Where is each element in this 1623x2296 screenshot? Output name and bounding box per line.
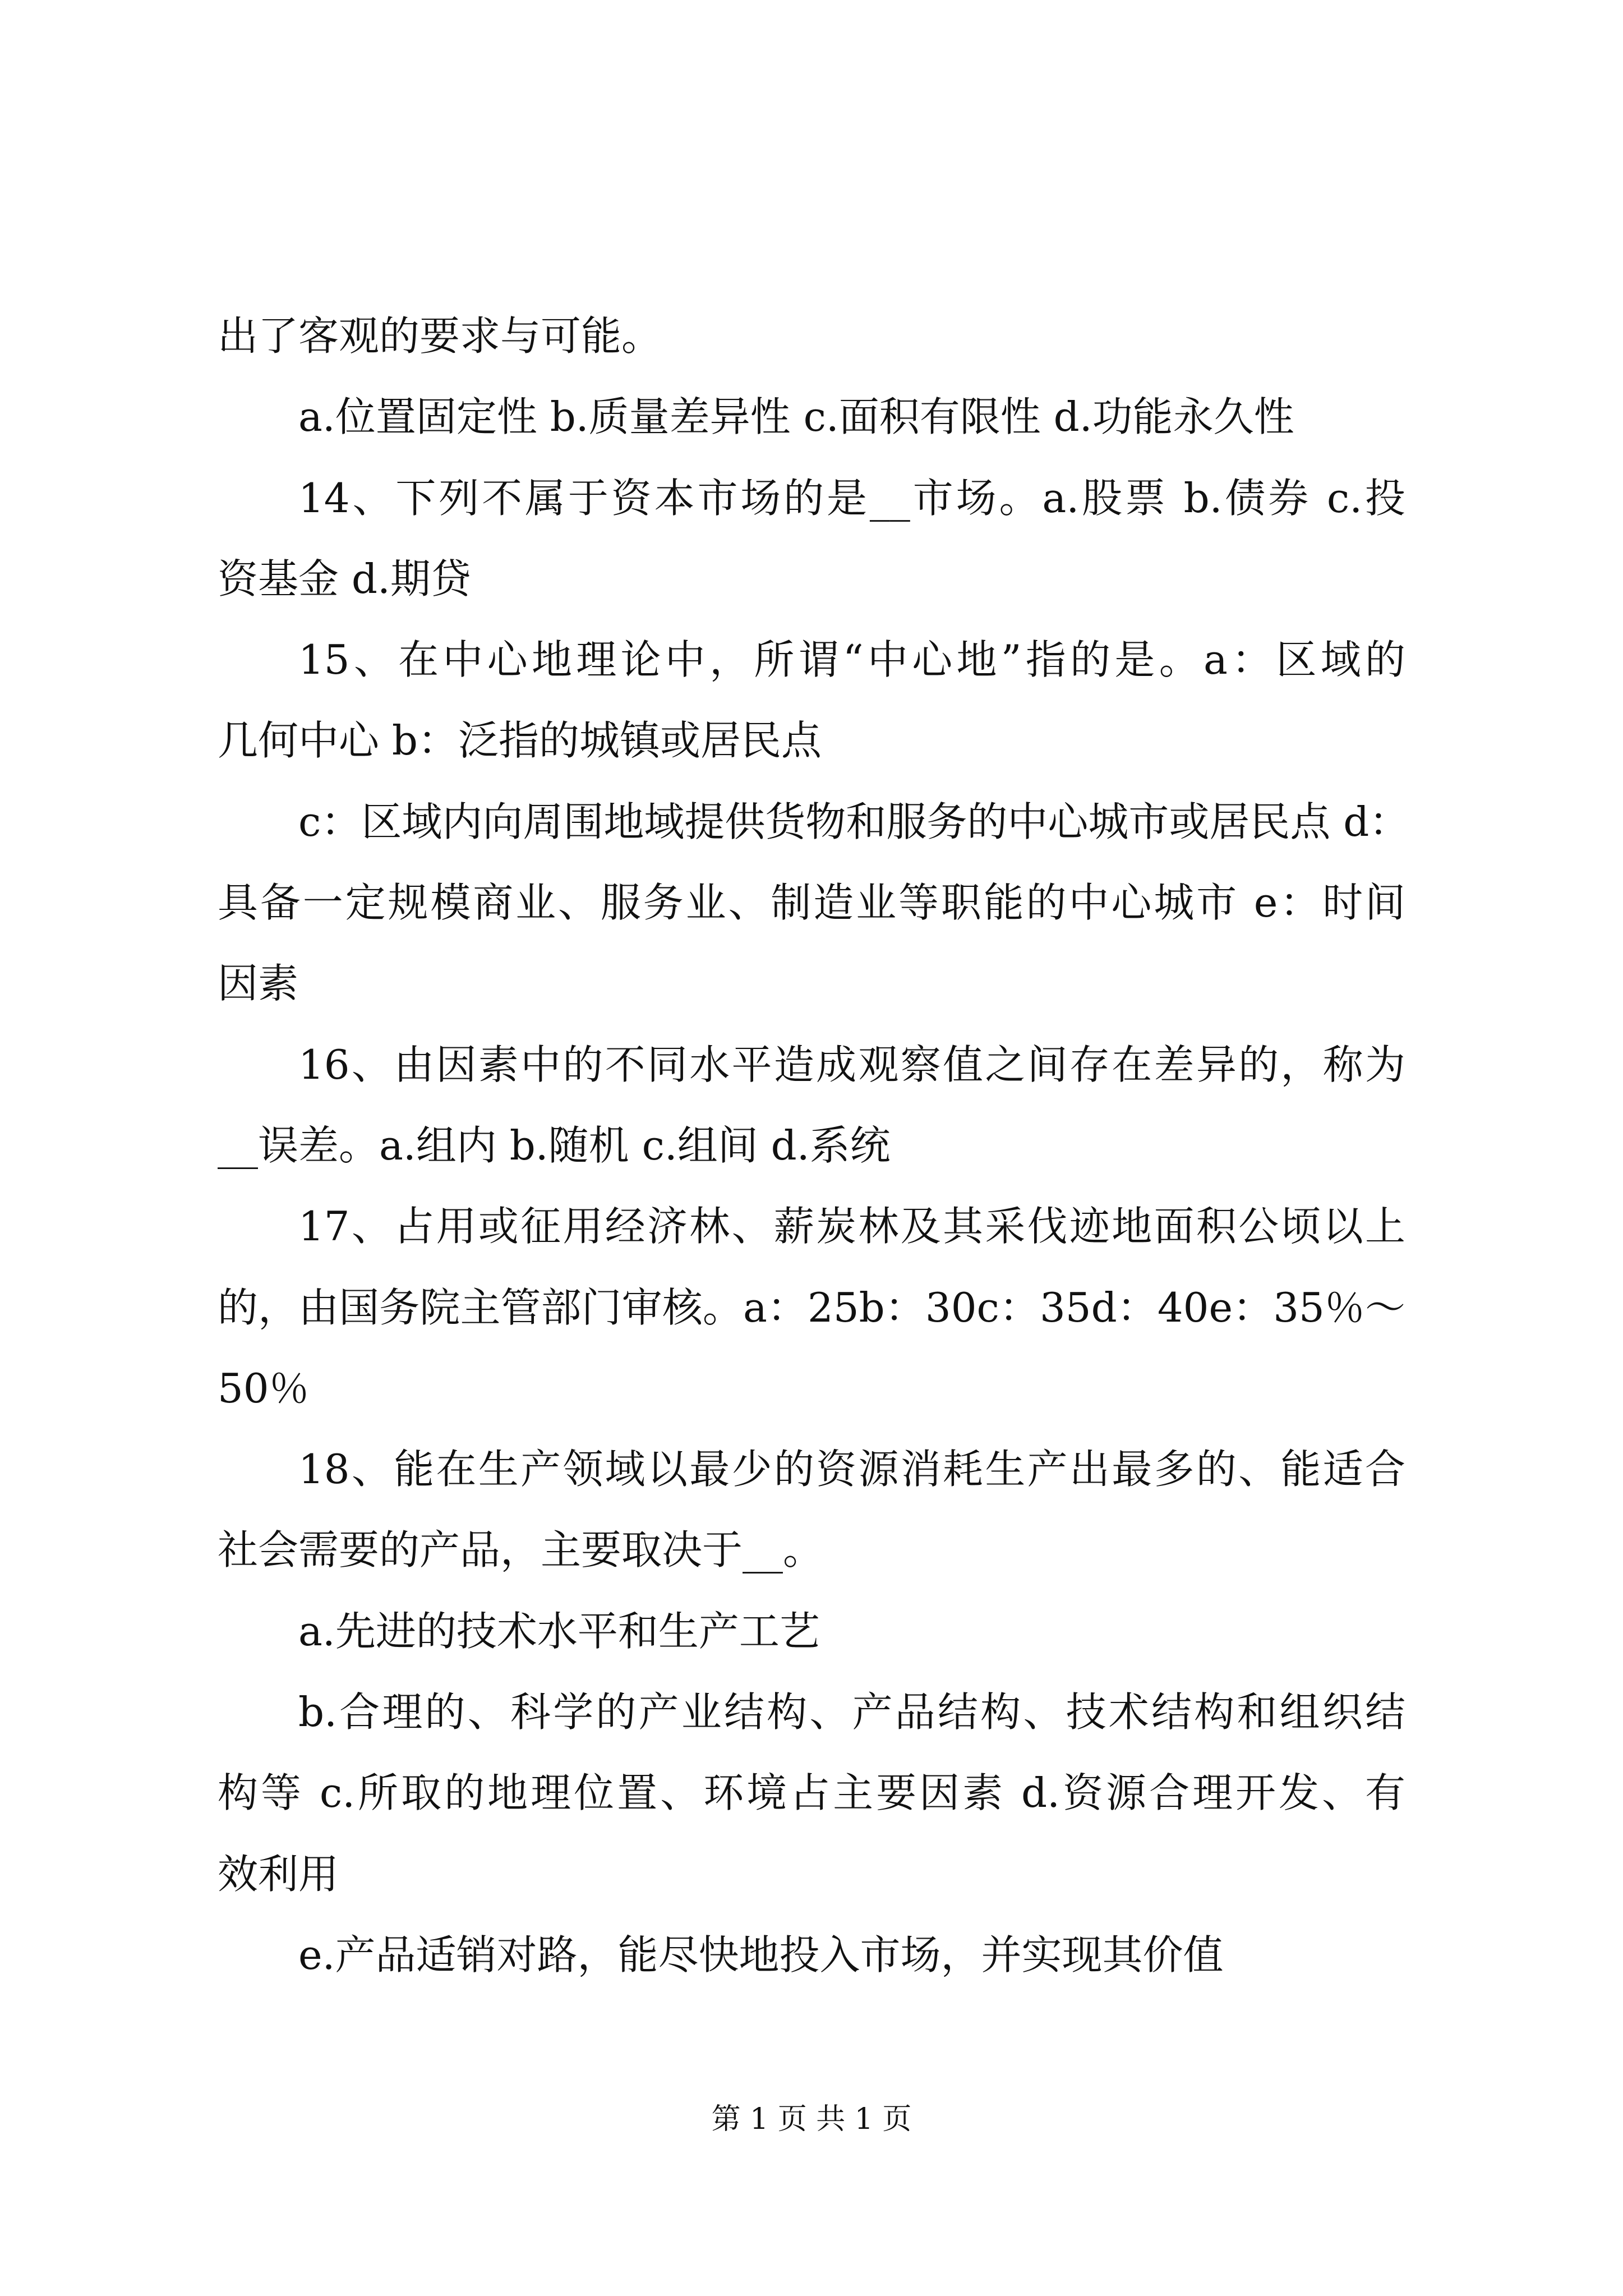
paragraph-options-b-d — [218, 1672, 1405, 1915]
text-line: 效利用 — [218, 1850, 339, 1898]
paragraph-options-q15 — [218, 781, 1410, 1024]
text-line: a.先进的技术水平和生产工艺 — [298, 1607, 820, 1655]
text-line: __误差。a.组内 b.随机 c.组间 d.系统 — [218, 1121, 891, 1169]
paragraph-option-a — [218, 1591, 1405, 1672]
text-line: 14、下列不属于资本市场的是__市场。a.股票 b.债券 c.投 — [298, 474, 1405, 522]
text-line: 50％ — [218, 1364, 310, 1412]
text-line: 社会需要的产品，主要取决于__。 — [218, 1526, 824, 1574]
paragraph-question-14 — [218, 458, 1405, 620]
page-footer: 第 1 页 共 1 页 — [711, 2102, 912, 2136]
text-line: 18、能在生产领域以最少的资源消耗生产出最多的、能适合 — [298, 1446, 1405, 1493]
text-line: 出了客观的要求与可能。 — [218, 312, 662, 360]
text-line: 几何中心 b：泛指的城镇或居民点 — [218, 717, 822, 765]
paragraph-options-q13 — [218, 376, 1405, 457]
paragraph-question-15 — [218, 619, 1405, 781]
text-line: 16、由因素中的不同水平造成观察值之间存在差异的，称为 — [298, 1041, 1405, 1088]
text-line: 的，由国务院主管部门审核。a：25b：30c：35d：40e：35％～ — [218, 1283, 1405, 1331]
text-line: 具备一定规模商业、服务业、制造业等职能的中心城市 e：时间 — [218, 879, 1405, 927]
text-line: 因素 — [218, 960, 299, 1007]
paragraph-question-17 — [218, 1186, 1405, 1429]
text-line: c：区域内向周围地域提供货物和服务的中心城市或居民点 d： — [298, 798, 1410, 845]
text-line: 15、在中心地理论中，所谓“中心地”指的是。a：区域的 — [298, 636, 1405, 684]
text-line: a.位置固定性 b.质量差异性 c.面积有限性 d.功能永久性 — [298, 393, 1294, 441]
text-line: 构等 c.所取的地理位置、环境占主要因素 d.资源合理开发、有 — [218, 1769, 1405, 1817]
paragraph-question-18 — [218, 1429, 1405, 1591]
paragraph-question-16 — [218, 1024, 1405, 1186]
text-line: 资基金 d.期贷 — [218, 555, 471, 602]
text-line: e.产品适销对路，能尽快地投入市场，并实现其价值 — [298, 1931, 1224, 1978]
text-line: b.合理的、科学的产业结构、产品结构、技术结构和组织结 — [298, 1688, 1405, 1736]
paragraph-continued — [218, 296, 1405, 376]
text-line: 17、占用或征用经济林、薪炭林及其采伐迹地面积公顷以上 — [298, 1203, 1405, 1250]
paragraph-option-e — [218, 1915, 1405, 1995]
document-body — [218, 296, 1410, 1995]
